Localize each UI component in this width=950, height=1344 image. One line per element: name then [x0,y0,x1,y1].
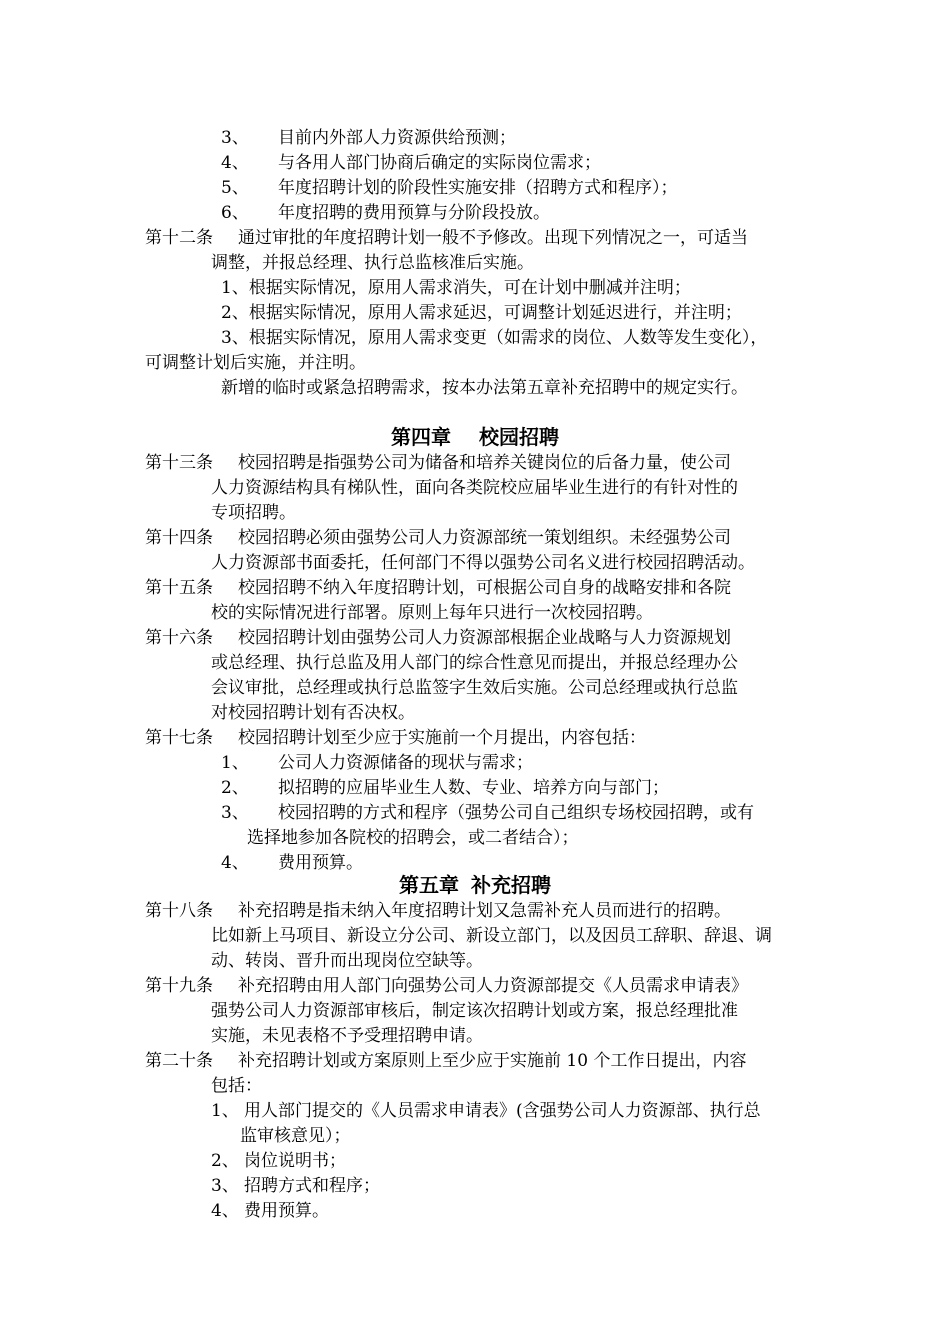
article-text: 或总经理、执行总监及用人部门的综合性意见而提出，并报总经理办公 [211,653,738,673]
article-label: 第十九条 [145,976,213,996]
chapter-heading [0,872,950,898]
chapter-heading [0,424,950,450]
article-label: 第十五条 [145,578,213,598]
list-item-text: 校园招聘的方式和程序（强势公司自己组织专场校园招聘，或有 [278,803,754,823]
article-label: 第十三条 [145,453,213,473]
chapter-number: 第五章 [399,873,459,897]
article-label: 第十六条 [145,628,213,648]
list-item-text: 招聘方式和程序； [244,1176,380,1196]
list-item-number: 3、 [211,1176,239,1196]
article-text: 调整，并报总经理、执行总监核准后实施。 [211,253,534,273]
article-text: 补充招聘由用人部门向强势公司人力资源部提交《人员需求申请表》 [238,976,748,996]
article-label: 第十七条 [145,728,213,748]
list-item-number: 2、 [221,778,249,798]
article-text: 校园招聘不纳入年度招聘计划，可根据公司自身的战略安排和各院 [238,578,731,598]
article-item: 1、根据实际情况，原用人需求消失，可在计划中删减并注明； [221,278,691,298]
article-item: 可调整计划后实施，并注明。 [145,353,366,373]
list-item-number: 1、 [211,1101,239,1121]
article-text: 校园招聘计划由强势公司人力资源部根据企业战略与人力资源规划 [238,628,731,648]
list-item-text: 用人部门提交的《人员需求申请表》(含强势公司人力资源部、执行总 [244,1101,761,1121]
article-text: 校的实际情况进行部署。原则上每年只进行一次校园招聘。 [211,603,653,623]
article-text: 人力资源结构具有梯队性，面向各类院校应届毕业生进行的有针对性的 [211,478,738,498]
article-text: 强势公司人力资源部审核后，制定该次招聘计划或方案，报总经理批准 [211,1001,738,1021]
article-text: 专项招聘。 [211,503,296,523]
article-text: 校园招聘是指强势公司为储备和培养关键岗位的后备力量，使公司 [238,453,731,473]
list-item-text: 选择地参加各院校的招聘会，或二者结合）； [247,828,579,848]
article-item: 2、根据实际情况，原用人需求延迟，可调整计划延迟进行，并注明； [221,303,742,323]
list-item-text: 拟招聘的应届毕业生人数、专业、培养方向与部门； [278,778,669,798]
article-label: 第二十条 [145,1051,213,1071]
list-item-number: 3、 [221,803,249,823]
chapter-title: 校园招聘 [479,425,559,449]
article-label: 第十二条 [145,228,213,248]
list-item-number: 2、 [211,1151,239,1171]
list-item-text: 岗位说明书； [244,1151,346,1171]
list-item-number: 1、 [221,753,249,773]
article-text: 对校园招聘计划有否决权。 [211,703,415,723]
article-text: 会议审批，总经理或执行总监签字生效后实施。公司总经理或执行总监 [211,678,738,698]
list-item-text: 年度招聘计划的阶段性实施安排（招聘方式和程序）； [278,178,678,198]
article-text: 人力资源部书面委托，任何部门不得以强势公司名义进行校园招聘活动。 [211,553,755,573]
article-text: 补充招聘是指未纳入年度招聘计划又急需补充人员而进行的招聘。 [238,901,731,921]
list-item-text: 监审核意见）； [240,1126,351,1146]
article-text: 比如新上马项目、新设立分公司、新设立部门，以及因员工辞职、辞退、调 [211,926,772,946]
article-text: 通过审批的年度招聘计划一般不予修改。出现下列情况之一，可适当 [238,228,748,248]
list-item-text: 费用预算。 [278,853,363,873]
list-item-number: 5、 [221,178,249,198]
article-label: 第十四条 [145,528,213,548]
article-item: 3、根据实际情况，原用人需求变更（如需求的岗位、人数等发生变化）， [221,328,768,348]
list-item-number: 3、 [221,128,249,148]
chapter-title: 补充招聘 [471,873,551,897]
article-text: 补充招聘计划或方案原则上至少应于实施前 10 个工作日提出，内容 [238,1051,747,1071]
list-item-text: 目前内外部人力资源供给预测； [278,128,516,148]
list-item-text: 公司人力资源储备的现状与需求； [278,753,533,773]
article-text: 校园招聘必须由强势公司人力资源部统一策划组织。未经强势公司 [238,528,731,548]
article-text: 动、转岗、晋升而出现岗位空缺等。 [211,951,483,971]
article-text: 校园招聘计划至少应于实施前一个月提出，内容包括： [238,728,646,748]
article-text: 包括： [211,1076,262,1096]
list-item-number: 4、 [221,853,249,873]
article-text: 实施，未见表格不予受理招聘申请。 [211,1026,483,1046]
list-item-text: 费用预算。 [244,1201,329,1221]
chapter-number: 第四章 [391,425,451,449]
list-item-text: 年度招聘的费用预算与分阶段投放。 [278,203,550,223]
list-item-number: 6、 [221,203,249,223]
article-note: 新增的临时或紧急招聘需求，按本办法第五章补充招聘中的规定实行。 [221,378,748,398]
list-item-number: 4、 [221,153,249,173]
article-label: 第十八条 [145,901,213,921]
list-item-number: 4、 [211,1201,239,1221]
list-item-text: 与各用人部门协商后确定的实际岗位需求； [278,153,601,173]
